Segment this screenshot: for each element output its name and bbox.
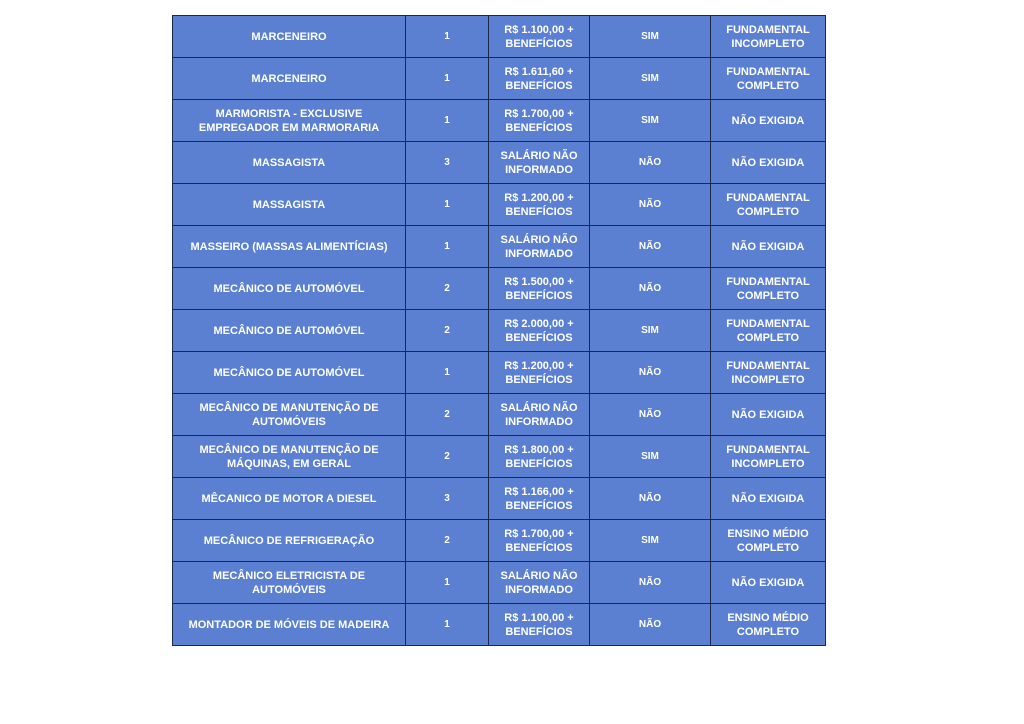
experience-cell: SIM: [590, 436, 711, 478]
education-cell: FUNDAMENTAL INCOMPLETO: [711, 16, 826, 58]
experience-cell: NÃO: [590, 394, 711, 436]
job-openings-body: [173, 16, 826, 646]
education-cell: NÃO EXIGIDA: [711, 394, 826, 436]
table-row: [173, 16, 826, 58]
education-cell: ENSINO MÉDIO COMPLETO: [711, 520, 826, 562]
table-row: [173, 394, 826, 436]
experience-cell: NÃO: [590, 604, 711, 646]
vacancies-cell: 2: [406, 520, 489, 562]
experience-cell: SIM: [590, 520, 711, 562]
education-cell: FUNDAMENTAL COMPLETO: [711, 58, 826, 100]
experience-cell: NÃO: [590, 142, 711, 184]
vacancies-cell: 2: [406, 394, 489, 436]
table-row: [173, 562, 826, 604]
salary-cell: SALÁRIO NÃO INFORMADO: [489, 394, 590, 436]
salary-cell: R$ 1.500,00 + BENEFÍCIOS: [489, 268, 590, 310]
education-cell: FUNDAMENTAL COMPLETO: [711, 268, 826, 310]
job-openings-table: [172, 15, 826, 646]
job-title-cell: MARCENEIRO: [173, 58, 406, 100]
job-title-cell: MECÂNICO DE REFRIGERAÇÃO: [173, 520, 406, 562]
experience-cell: NÃO: [590, 226, 711, 268]
salary-cell: SALÁRIO NÃO INFORMADO: [489, 226, 590, 268]
vacancies-cell: 3: [406, 142, 489, 184]
salary-cell: R$ 1.700,00 + BENEFÍCIOS: [489, 520, 590, 562]
salary-cell: SALÁRIO NÃO INFORMADO: [489, 562, 590, 604]
table-row: [173, 436, 826, 478]
vacancies-cell: 1: [406, 16, 489, 58]
job-title-cell: MÊCANICO DE MOTOR A DIESEL: [173, 478, 406, 520]
salary-cell: R$ 1.800,00 + BENEFÍCIOS: [489, 436, 590, 478]
job-title-cell: MARMORISTA - EXCLUSIVE EMPREGADOR EM MARMORARIA: [173, 100, 406, 142]
vacancies-cell: 1: [406, 58, 489, 100]
job-title-cell: MECÂNICO DE AUTOMÓVEL: [173, 310, 406, 352]
table-row: [173, 478, 826, 520]
salary-cell: R$ 2.000,00 + BENEFÍCIOS: [489, 310, 590, 352]
job-title-cell: MARCENEIRO: [173, 16, 406, 58]
salary-cell: R$ 1.200,00 + BENEFÍCIOS: [489, 352, 590, 394]
job-title-cell: MECÂNICO DE MANUTENÇÃO DE AUTOMÓVEIS: [173, 394, 406, 436]
education-cell: NÃO EXIGIDA: [711, 478, 826, 520]
job-title-cell: MECÂNICO ELETRICISTA DE AUTOMÓVEIS: [173, 562, 406, 604]
vacancies-cell: 1: [406, 604, 489, 646]
vacancies-cell: 1: [406, 562, 489, 604]
job-title-cell: MONTADOR DE MÓVEIS DE MADEIRA: [173, 604, 406, 646]
experience-cell: SIM: [590, 16, 711, 58]
table-row: [173, 58, 826, 100]
table-row: [173, 310, 826, 352]
salary-cell: R$ 1.200,00 + BENEFÍCIOS: [489, 184, 590, 226]
education-cell: FUNDAMENTAL INCOMPLETO: [711, 436, 826, 478]
salary-cell: R$ 1.700,00 + BENEFÍCIOS: [489, 100, 590, 142]
experience-cell: NÃO: [590, 352, 711, 394]
table-row: [173, 604, 826, 646]
education-cell: FUNDAMENTAL COMPLETO: [711, 184, 826, 226]
vacancies-cell: 2: [406, 436, 489, 478]
job-title-cell: MASSAGISTA: [173, 142, 406, 184]
salary-cell: R$ 1.100,00 + BENEFÍCIOS: [489, 604, 590, 646]
education-cell: FUNDAMENTAL INCOMPLETO: [711, 352, 826, 394]
experience-cell: NÃO: [590, 478, 711, 520]
table-row: [173, 184, 826, 226]
job-title-cell: MASSEIRO (MASSAS ALIMENTÍCIAS): [173, 226, 406, 268]
education-cell: NÃO EXIGIDA: [711, 562, 826, 604]
job-title-cell: MECÂNICO DE AUTOMÓVEL: [173, 352, 406, 394]
job-title-cell: MECÂNICO DE AUTOMÓVEL: [173, 268, 406, 310]
table-row: [173, 352, 826, 394]
table-row: [173, 520, 826, 562]
salary-cell: R$ 1.100,00 + BENEFÍCIOS: [489, 16, 590, 58]
experience-cell: SIM: [590, 310, 711, 352]
education-cell: NÃO EXIGIDA: [711, 142, 826, 184]
experience-cell: SIM: [590, 58, 711, 100]
table-row: [173, 268, 826, 310]
vacancies-cell: 3: [406, 478, 489, 520]
vacancies-cell: 2: [406, 310, 489, 352]
vacancies-cell: 1: [406, 226, 489, 268]
table-row: [173, 142, 826, 184]
vacancies-cell: 2: [406, 268, 489, 310]
vacancies-cell: 1: [406, 100, 489, 142]
salary-cell: SALÁRIO NÃO INFORMADO: [489, 142, 590, 184]
table-row: [173, 226, 826, 268]
education-cell: ENSINO MÉDIO COMPLETO: [711, 604, 826, 646]
table-row: [173, 100, 826, 142]
education-cell: NÃO EXIGIDA: [711, 100, 826, 142]
salary-cell: R$ 1.166,00 + BENEFÍCIOS: [489, 478, 590, 520]
experience-cell: NÃO: [590, 562, 711, 604]
experience-cell: NÃO: [590, 268, 711, 310]
vacancies-cell: 1: [406, 184, 489, 226]
salary-cell: R$ 1.611,60 + BENEFÍCIOS: [489, 58, 590, 100]
education-cell: NÃO EXIGIDA: [711, 226, 826, 268]
vacancies-cell: 1: [406, 352, 489, 394]
job-title-cell: MASSAGISTA: [173, 184, 406, 226]
experience-cell: SIM: [590, 100, 711, 142]
job-title-cell: MECÂNICO DE MANUTENÇÃO DE MÁQUINAS, EM GERAL: [173, 436, 406, 478]
education-cell: FUNDAMENTAL COMPLETO: [711, 310, 826, 352]
experience-cell: NÃO: [590, 184, 711, 226]
